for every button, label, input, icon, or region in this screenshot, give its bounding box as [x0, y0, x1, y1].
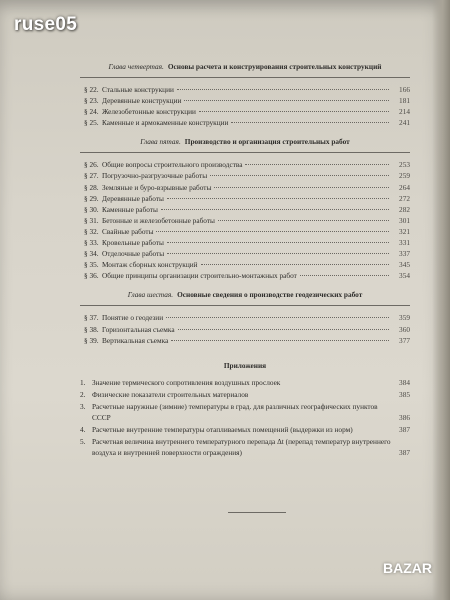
leader-dots: [178, 329, 389, 330]
page-number: 259: [399, 171, 410, 181]
item-text: Расчетная величина внутреннего температурного перепада Δt (перепад температур внутреннего воздуха и внутренней поверхности ограждения): [92, 437, 391, 458]
section-number: § 29.: [84, 193, 99, 203]
leader-dots: [245, 164, 389, 165]
leader-dots: [199, 111, 389, 112]
page-number: 359: [399, 313, 410, 323]
appendix-item: [80, 389, 410, 400]
chapter-4: [80, 62, 410, 128]
page-number: 166: [399, 85, 410, 94]
section-title: Земляные и буро-взрывные работы: [102, 182, 212, 192]
chapter-5: [80, 137, 410, 281]
section-title: Монтаж сборных конструкций: [102, 260, 198, 270]
page-edge-shadow: [432, 0, 450, 600]
page-number: 354: [399, 271, 410, 281]
section-number: § 27.: [84, 171, 99, 181]
leader-dots: [161, 209, 389, 210]
section-title: Железобетонные конструкции: [102, 107, 196, 117]
toc-row: [84, 170, 410, 181]
item-number: 4.: [80, 425, 86, 435]
section-title: Общие вопросы строительного производства: [102, 160, 243, 170]
page-number: 272: [399, 193, 410, 203]
section-number: § 32.: [84, 226, 99, 236]
section-title: Стальные конструкции: [102, 85, 174, 94]
page-number: 385: [399, 389, 410, 399]
section-number: § 31.: [84, 215, 99, 225]
section-title: Каменные работы: [102, 204, 158, 214]
toc-row: [84, 117, 410, 128]
section-number: § 33.: [84, 238, 99, 248]
section-number: § 22.: [84, 85, 99, 94]
section-number: § 36.: [84, 271, 99, 281]
leader-dots: [231, 122, 389, 123]
chapter-heading: [80, 62, 410, 78]
appendix-item: [80, 424, 410, 435]
chapter-heading: [80, 137, 410, 153]
page-number: 387: [399, 448, 410, 458]
toc-row: [84, 259, 410, 270]
leader-dots: [166, 317, 389, 318]
toc-row: [84, 237, 410, 248]
toc-row: [84, 204, 410, 215]
leader-dots: [300, 275, 389, 276]
leader-dots: [156, 231, 389, 232]
item-text: Физические показатели строительных материалов: [92, 389, 249, 399]
section-number: § 38.: [84, 324, 99, 334]
item-text: Значение термического сопротивления воздушных прослоек: [92, 377, 281, 387]
page-number: 241: [399, 118, 410, 128]
page-number: 214: [399, 107, 410, 117]
item-number: 3.: [80, 401, 86, 411]
leader-dots: [167, 253, 389, 254]
leader-dots: [184, 100, 389, 101]
section-title: Свайные работы: [102, 226, 154, 236]
page-number: 253: [399, 160, 410, 170]
item-text: Расчетные внутренние температуры отапливаемых помещений (выдержки из норм): [92, 425, 353, 435]
item-number: 2.: [80, 389, 86, 399]
appendix-title: Приложения: [223, 360, 267, 370]
page-number: 264: [399, 182, 410, 192]
section-number: § 26.: [84, 160, 99, 170]
appendix-item: [80, 401, 410, 423]
toc-row: [84, 106, 410, 117]
appendix-list: [80, 377, 410, 459]
bazar-logo: BAZAR: [383, 560, 432, 576]
section-title: Общие принципы организации строительно-монтажных работ: [102, 271, 297, 281]
chapter-label: Глава четвертая.: [108, 62, 164, 71]
page-number: 321: [399, 226, 410, 236]
page-number: 360: [399, 324, 410, 334]
toc-row: [84, 312, 410, 323]
leader-dots: [167, 242, 389, 243]
section-title: Отделочные работы: [102, 249, 165, 259]
appendix-item: [80, 436, 410, 458]
item-text: Расчетные наружные (зимние) температуры в град. для различных географических пунктов СССР: [92, 401, 378, 423]
section-title: Понятие о геодезии: [102, 313, 164, 323]
toc-row: [84, 215, 410, 226]
page-number: 181: [399, 96, 410, 106]
section-number: § 24.: [84, 107, 99, 117]
item-number: 5.: [80, 437, 86, 447]
toc-row: [84, 335, 410, 346]
chapter-title: Основные сведения о производстве геодезических работ: [177, 290, 363, 300]
toc-row: [84, 159, 410, 170]
item-number: 1.: [80, 377, 86, 387]
toc-row: [84, 226, 410, 237]
page-number: 301: [399, 215, 410, 225]
appendix-item: [80, 377, 410, 388]
toc-row: [84, 193, 410, 204]
toc-row: [84, 248, 410, 259]
section-number: § 34.: [84, 249, 99, 259]
leader-dots: [167, 198, 389, 199]
section-title: Каменные и армокаменные конструкции: [102, 118, 229, 128]
page-number: 386: [399, 413, 410, 423]
section-title: Погрузочно-разгрузочные работы: [102, 171, 208, 181]
toc-row: [84, 182, 410, 193]
toc-row: [84, 324, 410, 335]
toc-row: [84, 270, 410, 281]
leader-dots: [218, 220, 389, 221]
footer-rule: [228, 512, 286, 513]
leader-dots: [210, 175, 389, 176]
chapter-label: Глава пятая.: [140, 137, 181, 147]
heading-rule: [80, 152, 410, 153]
section-title: Деревянные конструкции: [102, 96, 182, 106]
page-number: 282: [399, 204, 410, 214]
chapter-6: [80, 290, 410, 345]
section-number: § 28.: [84, 182, 99, 192]
table-of-contents: [80, 62, 410, 459]
section-number: § 39.: [84, 335, 99, 345]
chapter-label: Глава шестая.: [127, 290, 174, 300]
section-number: § 25.: [84, 118, 99, 128]
chapter-title: Основы расчета и конструирования строительных конструкций: [167, 62, 382, 71]
page-number: 337: [399, 249, 410, 259]
page-number: 331: [399, 238, 410, 248]
section-number: § 35.: [84, 260, 99, 270]
chapter-title: Производство и организация строительных работ: [184, 137, 350, 147]
section-title: Деревянные работы: [102, 193, 164, 203]
section-title: Бетонные и железобетонные работы: [102, 215, 215, 225]
section-title: Горизонтальная съемка: [102, 324, 175, 334]
toc-row: [84, 84, 410, 95]
heading-rule: [80, 305, 410, 306]
section-number: § 30.: [84, 204, 99, 214]
section-number: § 37.: [84, 313, 99, 323]
leader-dots: [177, 89, 389, 90]
leader-dots: [214, 187, 389, 188]
page-number: 387: [399, 425, 410, 435]
heading-rule: [80, 77, 410, 78]
leader-dots: [201, 264, 389, 265]
section-number: § 23.: [84, 96, 99, 106]
page-number: 345: [399, 260, 410, 270]
page-number: 377: [399, 335, 410, 345]
page-number: 384: [399, 377, 410, 387]
toc-row: [84, 95, 410, 106]
section-title: Кровельные работы: [102, 238, 164, 248]
leader-dots: [171, 340, 389, 341]
section-title: Вертикальная съемка: [102, 335, 169, 345]
chapter-heading: [80, 290, 410, 306]
watermark-text: ruse05: [14, 14, 78, 35]
